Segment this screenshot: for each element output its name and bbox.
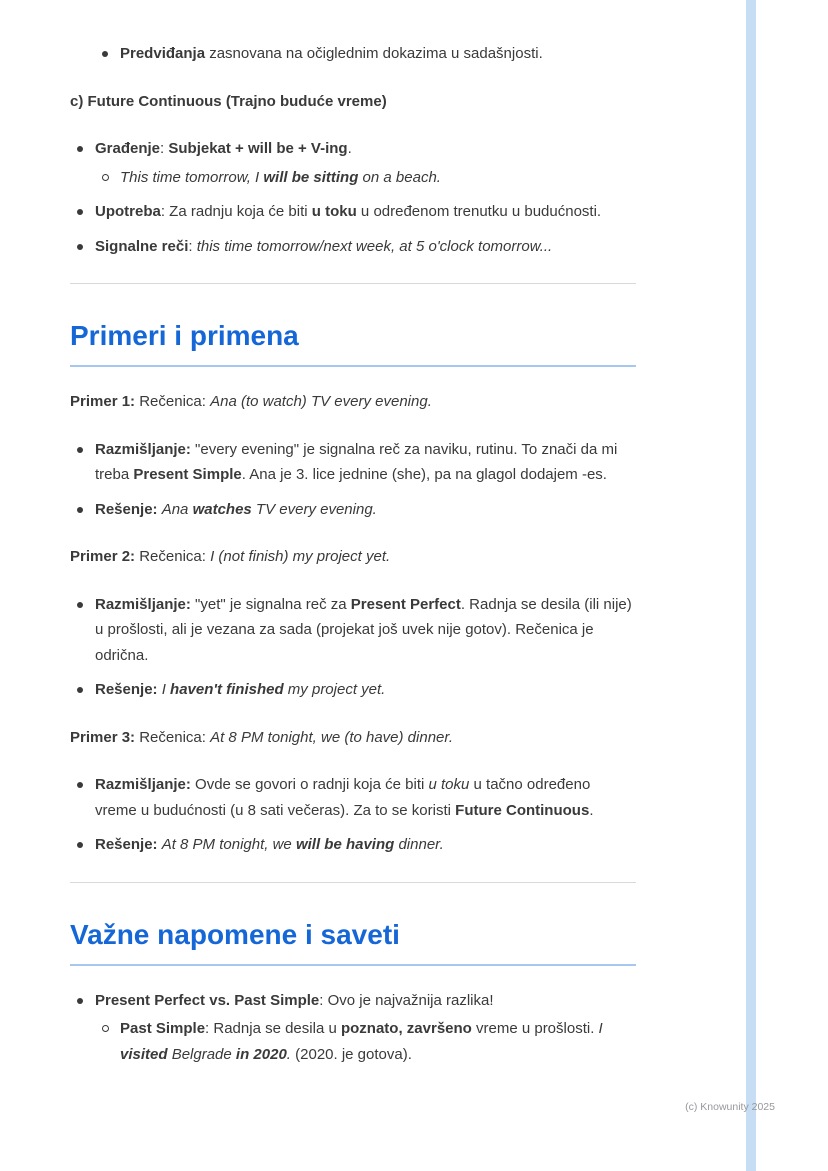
bullet-text: Građenje: Subjekat + will be + V-ing. xyxy=(95,140,352,157)
bullet-text: Rešenje: Ana watches TV every evening. xyxy=(95,500,377,518)
bullet-primer3-razmisljanje xyxy=(70,772,636,823)
document-content xyxy=(70,0,636,1081)
bullet-list xyxy=(70,772,636,858)
bullet-primer2-razmisljanje xyxy=(70,592,636,669)
bullet-text: Past Simple: Radnja se desila u poznato, završeno vreme u prošlosti. I visited Belgrade in 2020. (2020. je gotova). xyxy=(120,1020,603,1063)
bullet-text: Razmišljanje: Ovde se govori o radnji koja će biti u toku u tačno određeno vreme u budućnosti (u 8 sati večeras). Za to se koristi Future Continuous. xyxy=(95,776,594,819)
bullet-list xyxy=(70,988,636,1068)
divider xyxy=(70,882,636,883)
bullet-text: This time tomorrow, I will be sitting on a beach. xyxy=(120,168,441,186)
bullet-primer1-razmisljanje xyxy=(70,437,636,488)
primer-1-line: Primer 1: Rečenica: Ana (to watch) TV every evening. xyxy=(70,393,432,410)
bullet-text: Razmišljanje: "every evening" je signalna reč za naviku, rutinu. To znači da mi treba Present Simple. Ana je 3. lice jednine (she), pa na glagol dodajem -es. xyxy=(95,440,618,483)
primer-3-line: Primer 3: Rečenica: At 8 PM tonight, we (to have) dinner. xyxy=(70,728,453,746)
primer-2-line: Primer 2: Rečenica: I (not finish) my project yet. xyxy=(70,548,391,565)
bullet-predvidjanja xyxy=(95,41,636,67)
bullet-gradjenje xyxy=(70,136,636,190)
scrollbar-track[interactable] xyxy=(746,0,756,1171)
bullet-primer3-resenje xyxy=(70,832,636,858)
bullet-example-sitting xyxy=(95,165,636,191)
bullet-list xyxy=(70,437,636,523)
bullet-text: Predviđanja zasnovana na očiglednim dokazima u sadašnjosti. xyxy=(120,45,543,62)
section-title-primeri: Primeri i primena xyxy=(70,318,636,367)
bullet-perfect-vs-past xyxy=(70,988,636,1068)
bullet-text: Signalne reči: this time tomorrow/next week, at 5 o'clock tomorrow... xyxy=(95,237,553,255)
section-title-napomene: Važne napomene i saveti xyxy=(70,917,636,966)
bullet-primer1-resenje xyxy=(70,497,636,523)
bullet-list xyxy=(70,592,636,703)
bullet-text: Upotreba: Za radnju koja će biti u toku u određenom trenutku u budućnosti. xyxy=(95,203,602,220)
bullet-list xyxy=(95,41,636,67)
heading-future-continuous: c) Future Continuous (Trajno buduće vreme) xyxy=(70,92,387,110)
bullet-text: Rešenje: At 8 PM tonight, we will be having dinner. xyxy=(95,836,444,853)
bullet-past-simple xyxy=(95,1016,636,1067)
nested-bullet-list xyxy=(95,1016,636,1067)
bullet-text: Razmišljanje: "yet" je signalna reč za Present Perfect. Radnja se desila (ili nije) u prošlosti, ali je vezana za sada (projekat još uvek nije gotov). Rečenica je odrična. xyxy=(95,595,632,664)
divider xyxy=(70,283,636,284)
copyright-note: (c) Knowunity 2025 xyxy=(685,1101,775,1114)
bullet-list xyxy=(70,136,636,259)
bullet-text: Present Perfect vs. Past Simple: Ovo je najvažnija razlika! xyxy=(95,991,494,1009)
bullet-signalne-reci xyxy=(70,234,636,260)
bullet-text: Rešenje: I haven't finished my project yet. xyxy=(95,681,386,698)
bullet-primer2-resenje xyxy=(70,677,636,703)
bullet-upotreba xyxy=(70,199,636,225)
nested-bullet-list xyxy=(95,165,636,191)
